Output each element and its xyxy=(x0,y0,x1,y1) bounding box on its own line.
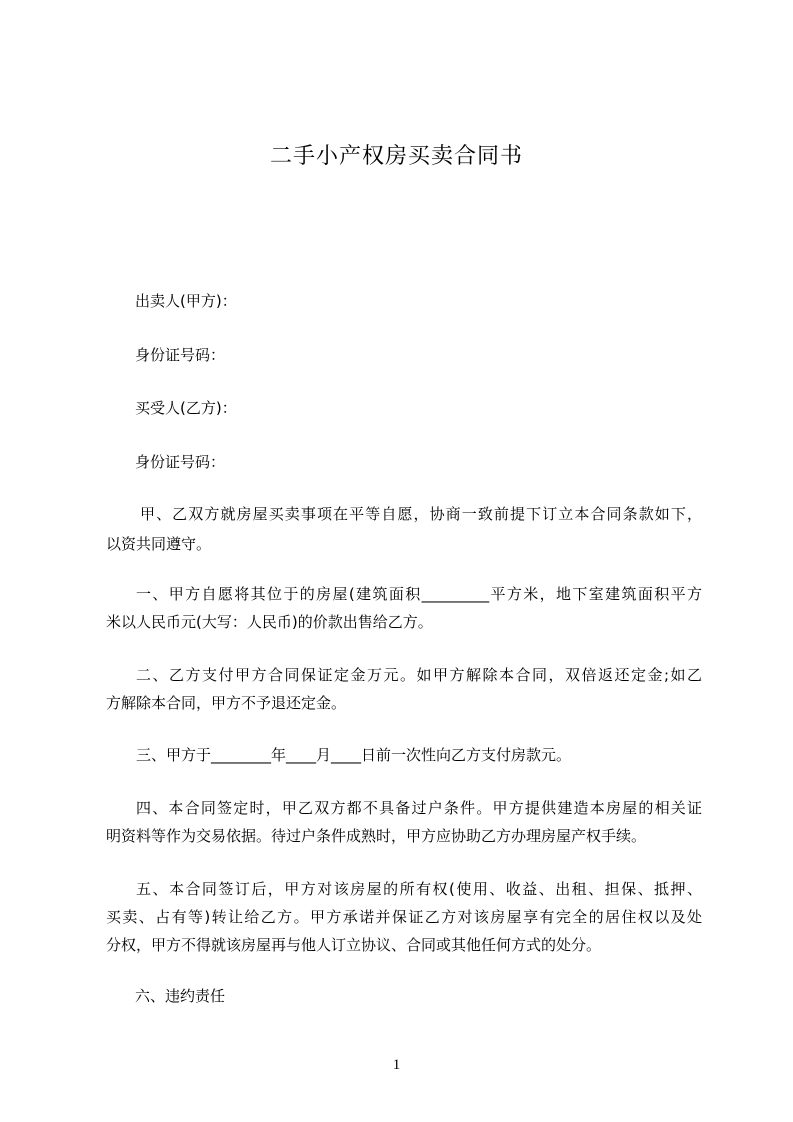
page-number: 1 xyxy=(392,1057,401,1073)
intro-line-2: 以资共同遵守。 xyxy=(106,535,212,553)
buyer-label: 买受人(乙方)： xyxy=(135,399,237,417)
seller-id-label: 身份证号码： xyxy=(135,346,226,364)
clause-5-line-2: 买卖、占有等)转让给乙方。甲方承诺并保证乙方对该房屋享有完全的居住权以及处 xyxy=(106,908,702,926)
clause-4-line-1: 四、本合同签定时，甲乙双方都不具备过户条件。甲方提供建造本房屋的相关证 xyxy=(136,799,702,817)
intro-line-1: 甲、乙双方就房屋买卖事项在平等自愿，协商一致前提下订立本合同条款如下， xyxy=(140,505,702,523)
clause-1-line-1: 一、甲方自愿将其位于的房屋(建筑面积_________平方米，地下室建筑面积平方 xyxy=(136,585,702,603)
clause-1-line-2: 米以人民币元(大写：人民币)的价款出售给乙方。 xyxy=(106,613,433,631)
clause-5-line-1: 五、本合同签订后，甲方对该房屋的所有权(使用、收益、出租、担保、抵押、 xyxy=(136,880,702,898)
clause-6-heading: 六、违约责任 xyxy=(135,987,226,1005)
clause-3-line-1: 三、甲方于________年____月____日前一次性向乙方支付房款元。 xyxy=(136,746,572,764)
seller-label: 出卖人(甲方)： xyxy=(135,292,237,310)
clause-2-line-2: 方解除本合同，甲方不予退还定金。 xyxy=(106,694,347,712)
buyer-id-label: 身份证号码： xyxy=(135,453,226,471)
document-title: 二手小产权房买卖合同书 xyxy=(269,144,523,169)
clause-4-line-2: 明资料等作为交易依据。待过户条件成熟时，甲方应协助乙方办理房屋产权手续。 xyxy=(106,827,647,845)
clause-2-line-1: 二、乙方支付甲方合同保证定金万元。如甲方解除本合同，双倍返还定金;如乙 xyxy=(136,666,702,684)
clause-5-line-3: 分权，甲方不得就该房屋再与他人订立协议、合同或其他任何方式的处分。 xyxy=(106,936,602,954)
